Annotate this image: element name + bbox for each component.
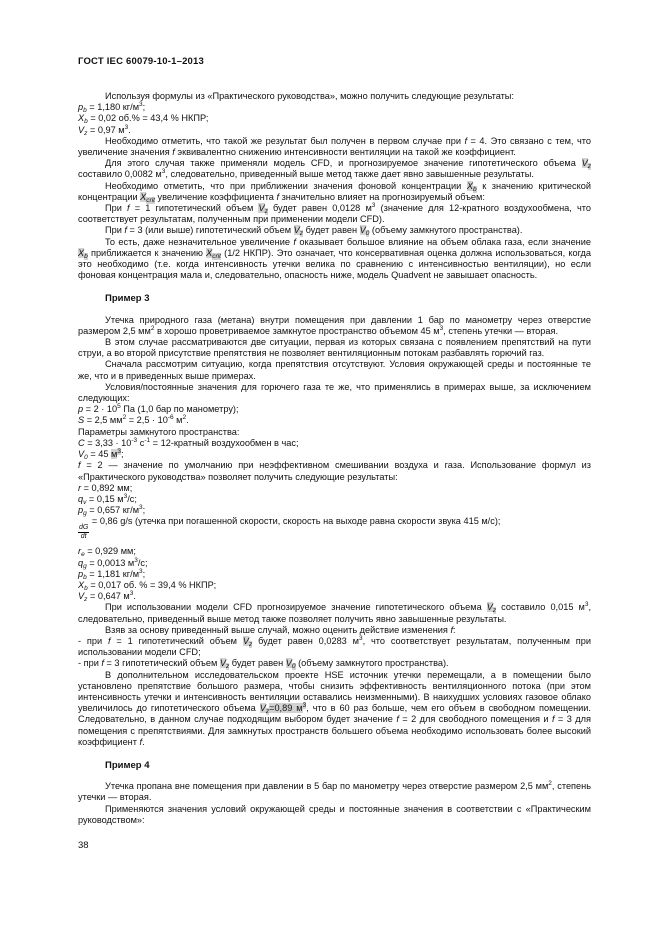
superscript: 3 <box>161 168 166 176</box>
text-run: X <box>206 247 213 258</box>
text-run: f <box>127 203 130 214</box>
formula-line <box>78 580 591 591</box>
text-run: V <box>259 703 266 714</box>
subscript: g <box>83 510 87 518</box>
text-run: f <box>172 147 175 158</box>
text-run: . <box>186 415 189 426</box>
subscript: b <box>83 573 87 581</box>
text-run: Для этого случая также применяли модель CFD, и прогнозируемое значение гипотетического объема <box>105 158 582 169</box>
paragraph <box>78 181 591 203</box>
superscript: 3 <box>439 324 444 332</box>
text-run: = 3 (или выше) гипотетический объем <box>126 225 294 236</box>
superscript: 3 <box>371 202 376 210</box>
text-run: f <box>124 225 127 236</box>
formula-line <box>78 415 591 426</box>
formula-line <box>78 113 591 124</box>
superscript: 2 <box>182 414 187 422</box>
text-run: = 12-кратный воздухообмен в час; <box>150 437 299 448</box>
superscript: 3 <box>123 492 128 500</box>
text-run: То есть, даже незначительное увеличение <box>105 236 294 247</box>
superscript: 3 <box>139 101 143 109</box>
subscript: z <box>492 607 497 615</box>
text-run: = 2 — значение по умолчанию при неэффективном смешивании воздуха и газа. Использование формул из «Практического руководства» позволяет получить следующие результаты: <box>78 460 591 482</box>
text-run: p <box>78 568 84 579</box>
superscript: 3 <box>117 448 121 456</box>
text-run: будет равен 0,0128 м <box>267 203 372 214</box>
fraction-numerator: dG <box>79 524 89 532</box>
subscript: g <box>83 562 87 570</box>
text-run: = 4. Это связано с тем, что увеличение значения <box>78 135 592 158</box>
text-run: = 3 для помещения с препятствиями. Для замкнутых пространств большего объема необходимо использовать более высокий коэффициент <box>78 714 591 747</box>
paragraph <box>78 337 591 359</box>
text-run: При <box>105 225 125 236</box>
text-run: м <box>111 449 118 460</box>
subscript: 0 <box>365 230 370 238</box>
paragraph <box>78 225 591 236</box>
text-run: ; <box>142 568 146 579</box>
text-run: составило 0,0082 м <box>78 169 162 180</box>
formula-line <box>78 569 591 580</box>
text-run: f <box>139 736 143 747</box>
text-run: В дополнительном исследовательском проекте HSE источник утечки перемещали, а в помещении было установлено препятствие большого размера, чтобы снизить эффективность вентиляционного потока (при этом интенсивность утечки и интенсивность вентиляции оставались неизменными). В наихудших условиях газовое облако увеличилось до гипотетического объема <box>78 669 591 714</box>
paragraph <box>78 203 591 225</box>
text-run: = 1,180 кг/м <box>86 102 140 113</box>
document-header: ГОСТ IEC 60079-10-1–2013 <box>78 56 205 67</box>
text-run: Условия/постоянные значения для горючего газа те же, что применялись в примерах выше, за исключением следующих: <box>78 381 591 404</box>
subscript: b <box>84 118 88 126</box>
subscript: z <box>587 163 591 171</box>
text-run: q <box>78 557 84 568</box>
superscript: 2 <box>548 780 552 788</box>
text-run: , что соответствует результатам, полученным при использовании модели CFD; <box>78 635 592 658</box>
text-run: = 0,647 м <box>87 591 130 602</box>
text-run: V <box>78 591 85 602</box>
text-run: оказывает большое влияние на объем облака газа, если значение <box>295 236 591 247</box>
text-run: f <box>293 236 296 247</box>
page-number: 38 <box>78 840 89 851</box>
subscript: z <box>84 129 88 137</box>
text-run: V <box>293 225 300 236</box>
text-run: Пример 3 <box>105 293 150 305</box>
text-run: (1/2 НКПР). Это означает, что консервативная оценка должна использоваться, когда это необходимо (т.е. когда интенсивность утечки велика по сравнению с интенсивностью вентиляции), но если фоновая концентрация мала и, следовательно, опасность ниже, модель Quadvent не завышает опасность. <box>78 247 591 281</box>
text-run: составило 0,015 м <box>496 602 585 613</box>
paragraph <box>78 460 591 482</box>
text-run: = 0,929 мм; <box>84 546 136 557</box>
text-run: в хорошо проветриваемое замкнутое пространство объемом 45 м <box>154 325 440 336</box>
text-run: : <box>453 624 456 635</box>
text-run: V <box>219 658 226 669</box>
subscript: 0 <box>291 663 296 671</box>
text-run: = 45 <box>87 449 112 460</box>
text-run: приближается к значению <box>87 247 207 258</box>
text-run: - при <box>78 635 108 646</box>
formula-line <box>78 516 591 541</box>
text-run: = 0,657 кг/м <box>86 505 140 516</box>
text-run: V <box>285 658 292 669</box>
subscript: z <box>264 208 268 216</box>
text-run: f <box>551 714 555 725</box>
paragraph <box>78 237 591 282</box>
text-run: ; <box>142 102 146 113</box>
text-run: S <box>78 415 85 426</box>
subscript: crit <box>146 196 155 204</box>
example-heading <box>105 293 591 304</box>
text-run: f <box>107 635 111 646</box>
superscript: 5 <box>117 403 121 411</box>
text-run: к значению критической концентрации <box>78 180 591 202</box>
subscript: crit <box>212 252 221 260</box>
text-run: Сначала рассмотрим ситуацию, когда препятствия отсутствуют. Условия окружающей среды и постоянные те же, что и в приведенных выше примерах. <box>78 359 591 381</box>
formula-line <box>78 546 591 557</box>
superscript: -6 <box>167 414 174 422</box>
superscript: 3 <box>124 123 129 131</box>
subscript: z <box>249 640 253 648</box>
superscript: 3 <box>139 567 143 575</box>
paragraph <box>78 136 591 158</box>
text-run: X <box>140 191 147 202</box>
paragraph <box>78 91 591 102</box>
text-run: , что в 60 раз больше, чем его объем в свободном помещении. Следовательно, в данном случае подходящим выбором будет значение <box>78 703 591 725</box>
text-run: = 1,181 кг/м <box>86 568 140 579</box>
text-run: значительно влияет на прогнозируемый объем: <box>279 191 485 202</box>
text-run: Взяв за основу приведенный выше случай, можно оценить действие изменения <box>105 624 451 635</box>
text-run: V <box>258 203 265 214</box>
paragraph <box>78 670 591 748</box>
text-run: = 0,892 мм; <box>81 482 133 493</box>
text-run: ; <box>120 449 124 460</box>
text-run: эквивалентно снижению интенсивности вентиляции на такой же коэффициент. <box>174 147 516 158</box>
text-run: V <box>581 158 588 169</box>
formula-line <box>78 505 591 516</box>
text-run: = 0,02 об.% = 43,4 % НКПР; <box>87 113 209 124</box>
formula-line <box>78 494 591 505</box>
text-run: . <box>128 124 131 135</box>
formula-line <box>78 427 591 438</box>
text-run: X <box>78 113 85 124</box>
text-run: = 0,0013 м <box>86 557 135 568</box>
text-run: - при <box>78 658 102 669</box>
formula-line <box>78 558 591 569</box>
superscript: 2 <box>122 414 127 422</box>
paragraph <box>78 382 591 404</box>
formula-line <box>78 449 591 460</box>
text-run: p <box>78 102 84 113</box>
text-run: (объему замкнутого пространства). <box>295 658 449 669</box>
text-run: Утечка природного газа (метана) внутри помещения при давлении 1 бар по манометру через отверстие размером 2,5 мм <box>78 314 591 336</box>
text-run: будет равен <box>229 658 286 669</box>
text-run: V <box>359 225 366 236</box>
paragraph <box>78 804 591 826</box>
text-run: r <box>78 546 82 557</box>
formula-line <box>78 404 591 415</box>
text-run: Параметры замкнутого пространства: <box>78 426 240 437</box>
subscript: z <box>299 230 304 238</box>
paragraph <box>78 602 591 624</box>
text-run: X <box>78 247 85 258</box>
text-run: = 2,5 мм <box>84 415 123 426</box>
text-run: Необходимо отметить, что при приближении значения фоновой концентрации <box>105 180 467 191</box>
text-run: , следовательно, приведенный выше метод также позволяет получить явно завышенные результаты. <box>78 602 591 624</box>
text-run: будет равен 0,0283 м <box>252 635 359 646</box>
text-run: = 2 для свободного помещения и <box>398 714 552 725</box>
text-run: Необходимо отметить, что такой же результат был получен в первом случае при <box>105 135 465 146</box>
text-run: Пример 4 <box>105 759 150 771</box>
paragraph <box>78 636 591 658</box>
text-run: Утечка пропана вне помещения при давлении в 5 бар по манометру через отверстие размером 2,5 мм <box>105 781 549 792</box>
text-run: (значение для 12-кратного воздухообмена, что соответствует результатам, полученным при применении модели CFD). <box>78 203 591 225</box>
example-heading <box>105 760 591 771</box>
text-run: = 1 гипотетический объем <box>129 203 259 214</box>
superscript: -1 <box>144 436 151 444</box>
text-run: /с; <box>137 557 148 568</box>
text-run: X <box>466 180 474 191</box>
text-run: будет равен <box>303 225 360 236</box>
paragraph <box>78 625 591 636</box>
text-run: = 0,017 об. % = 39,4 % НКПР; <box>87 579 217 590</box>
subscript: z <box>84 596 88 604</box>
superscript: -3 <box>131 436 138 444</box>
formula-line <box>78 125 591 136</box>
text-run: м <box>173 415 183 426</box>
subscript: b <box>83 107 87 115</box>
formula-line <box>78 438 591 449</box>
formula-line <box>78 591 591 602</box>
text-run: При использовании модели CFD прогнозируемое значение гипотетического объема <box>105 602 487 613</box>
text-run: = 2,5 · 10 <box>126 415 168 426</box>
text-run: f <box>396 714 399 725</box>
formula-line <box>78 102 591 113</box>
paragraph <box>78 315 591 337</box>
text-run: Используя формулы из «Практического руководства», можно получить следующие результаты: <box>105 91 514 101</box>
subscript: b <box>473 185 477 193</box>
subscript: v <box>83 498 87 506</box>
text-run: . <box>133 591 136 602</box>
text-run: V <box>78 449 85 460</box>
text-run: (объему замкнутого пространства). <box>369 225 523 236</box>
text-run: f <box>464 135 468 146</box>
text-run: f <box>78 460 81 471</box>
text-run: Применяются значения условий окружающей среды и постоянные значения в соответствии с «Практическим руководством»: <box>78 803 591 825</box>
text-run: = 1 гипотетический объем <box>110 635 243 646</box>
text-run: =0,89 м <box>269 703 303 714</box>
subscript: z <box>265 708 270 716</box>
text-run: C <box>78 437 85 448</box>
superscript: 3 <box>358 634 363 642</box>
text-run: В этом случае рассматриваются две ситуации, первая из которых связана с появлением препятствий на пути струи, а во второй присутствие препятствия не позволяет вентиляционным потокам разбавлять горючий газ. <box>78 337 591 359</box>
paragraph <box>78 781 591 803</box>
subscript: b <box>84 584 88 592</box>
text-run: = 2 · 10 <box>83 404 118 415</box>
text-run: V <box>486 602 493 613</box>
text-run: , степень утечки — вторая. <box>443 325 559 336</box>
text-run: = 0,86 g/s (утечка при погашенной скорости, скорость на выходе равна скорости звука 415 м/с); <box>89 516 501 527</box>
text-run: f <box>276 191 280 202</box>
text-run: V <box>242 635 249 646</box>
text-run: , следовательно, приведенный выше метод также дает явно завышенные результаты. <box>165 169 534 180</box>
text-run: f <box>101 658 104 669</box>
subscript: b <box>84 252 88 260</box>
text-run: Па (1,0 бар по манометру); <box>120 404 239 415</box>
text-run: . <box>142 736 145 747</box>
text-run: /с; <box>127 493 137 504</box>
subscript: e <box>81 551 85 559</box>
fraction-denominator: dt <box>80 533 87 541</box>
text-run: = 0,97 м <box>87 124 125 135</box>
text-run: p <box>78 404 84 415</box>
text-run: V <box>78 124 85 135</box>
text-run: p <box>78 505 84 516</box>
superscript: 3 <box>134 556 138 564</box>
text-run: , степень утечки — вторая. <box>78 781 592 803</box>
document-content <box>78 91 591 826</box>
text-run: = 3 гипотетический объем <box>103 658 220 669</box>
fraction <box>78 524 89 541</box>
superscript: 3 <box>584 601 589 609</box>
text-run: q <box>78 493 84 504</box>
text-run: = 3,33 · 10 <box>84 437 132 448</box>
subscript: 0 <box>84 454 88 462</box>
text-run: r <box>78 482 82 493</box>
paragraph <box>78 658 591 669</box>
text-run: с <box>137 437 145 448</box>
text-run: X <box>78 579 85 590</box>
paragraph <box>78 359 591 381</box>
paragraph <box>78 158 591 180</box>
text-run: увеличение коэффициента <box>154 191 277 202</box>
text-run: = 0,15 м <box>86 493 124 504</box>
superscript: 3 <box>302 702 307 710</box>
superscript: 3 <box>139 504 143 512</box>
formula-line <box>78 483 591 494</box>
superscript: 2 <box>150 324 155 332</box>
text-run: При <box>105 203 127 214</box>
text-run: ; <box>142 505 146 516</box>
subscript: z <box>225 663 230 671</box>
text-run: f <box>450 624 454 635</box>
superscript: 3 <box>129 590 134 598</box>
